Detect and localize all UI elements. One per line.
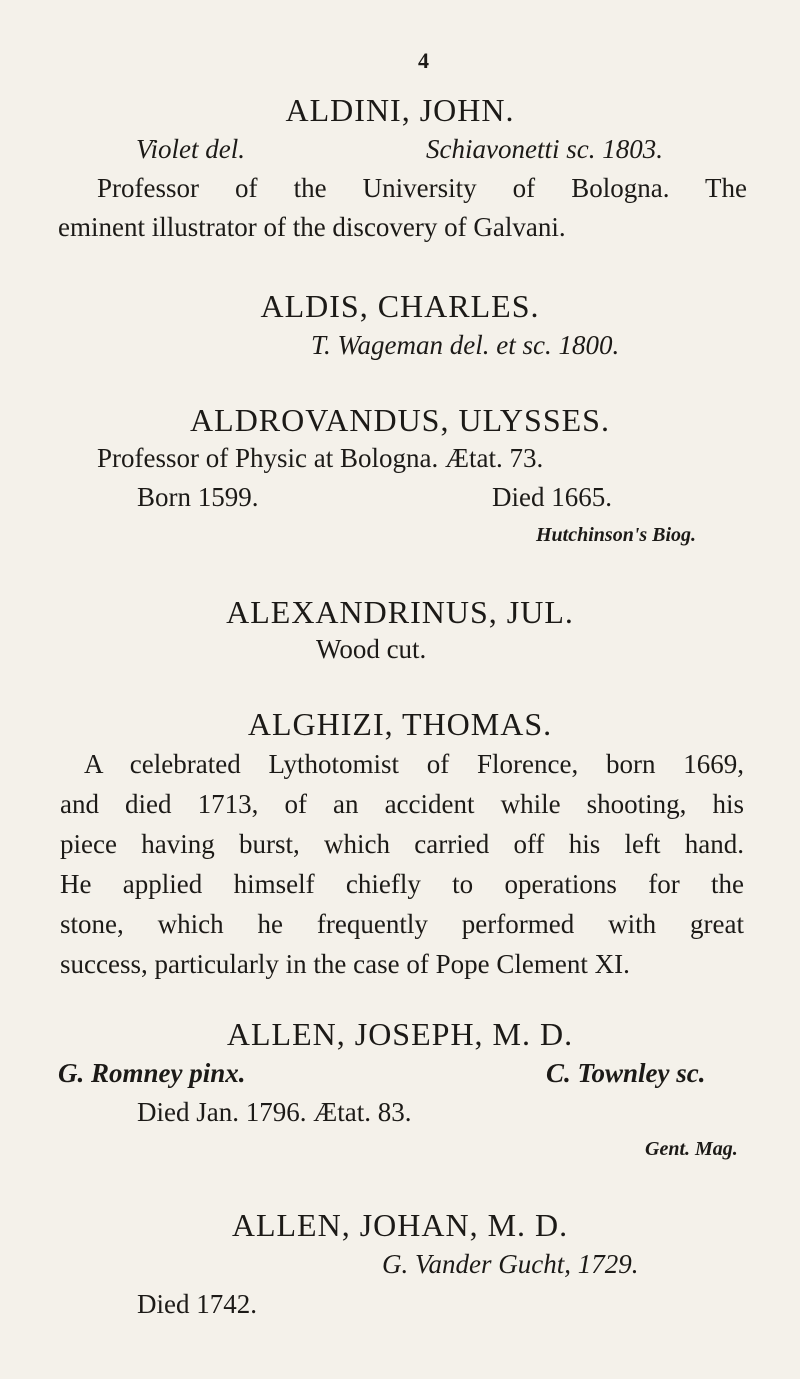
entry-name: ALLEN, JOSEPH, M. D. [226, 1016, 574, 1052]
entry-biography [60, 744, 744, 984]
biography-line: piece having burst, which carried off his left hand. [60, 829, 744, 859]
source-reference: Hutchinson's Biog. [536, 524, 697, 546]
artist-credit: G. Romney pinx. [58, 1058, 246, 1088]
page-mark: 4 [418, 48, 429, 73]
entry-name: ALLEN, JOHAN, M. D. [231, 1207, 569, 1243]
entry-description: Died 1742. [137, 1289, 257, 1319]
entry-description: Wood cut. [316, 634, 427, 664]
engraver-credit: C. Townley sc. [546, 1058, 706, 1088]
source-reference: Gent. Mag. [645, 1138, 738, 1160]
biography-line: A celebrated Lythotomist of Florence, born 1669, [84, 749, 744, 779]
artist-credit: Violet del. [136, 134, 245, 164]
entry-name: ALDROVANDUS, ULYSSES. [190, 402, 610, 438]
entry-description-line: eminent illustrator of the discovery of Galvani. [58, 212, 566, 242]
entry-name: ALDINI, JOHN. [285, 92, 515, 128]
entry-description-line: Professor of the University of Bologna. The [97, 173, 747, 203]
entry-name: ALEXANDRINUS, JUL. [226, 594, 574, 630]
entry-description: Died Jan. 1796. Ætat. 83. [137, 1097, 412, 1127]
biography-line: He applied himself chiefly to operations for the [60, 869, 744, 899]
engraver-credit: Schiavonetti sc. 1803. [426, 134, 663, 164]
engraver-credit: G. Vander Gucht, 1729. [382, 1249, 639, 1279]
biography-line: stone, which he frequently performed with great [60, 909, 744, 939]
entry-name: ALDIS, CHARLES. [260, 288, 540, 324]
biography-line: and died 1713, of an accident while shooting, his [60, 789, 744, 819]
entry-name: ALGHIZI, THOMAS. [247, 706, 553, 742]
entry-description: Professor of Physic at Bologna. Ætat. 73. [97, 443, 544, 473]
engraver-credit: T. Wageman del. et sc. 1800. [311, 330, 620, 360]
born-date: Born 1599. [137, 482, 259, 512]
biography-line: success, particularly in the case of Pope Clement XI. [60, 949, 630, 979]
died-date: Died 1665. [492, 482, 612, 512]
